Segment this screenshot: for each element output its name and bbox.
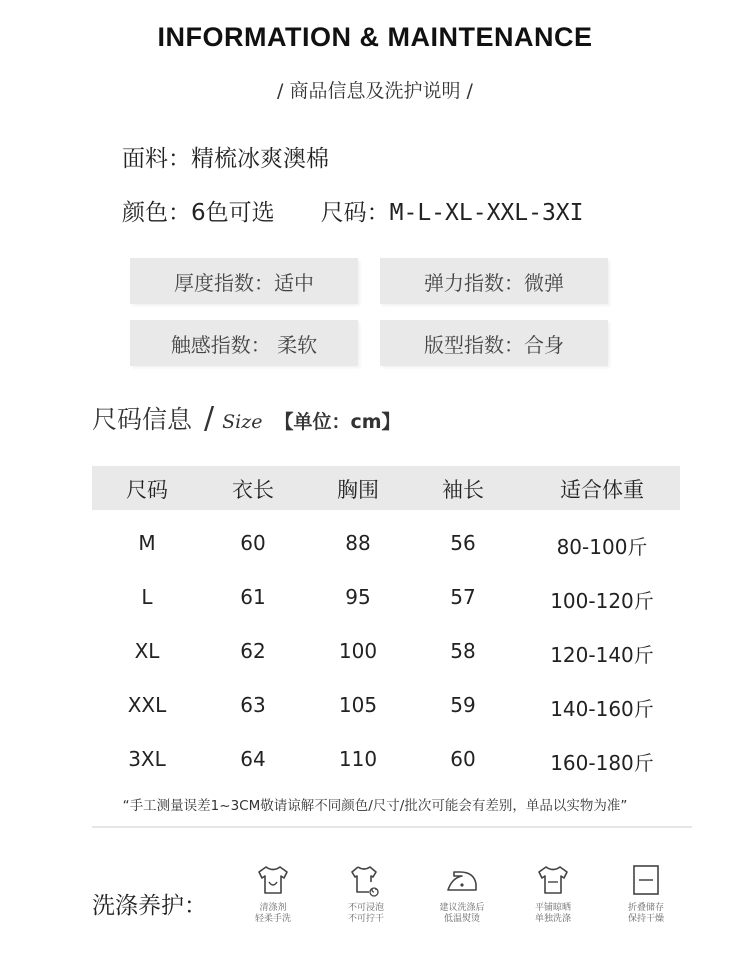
table-cell: 120-140斤	[550, 643, 654, 667]
care-text-line: 不可拧干	[347, 914, 384, 924]
size-heading-unit: 【单位：cm】	[274, 411, 401, 433]
size-info-label: 尺码：	[320, 200, 390, 226]
divider	[92, 826, 692, 828]
fold-storage-icon	[628, 862, 664, 898]
size-heading-main: 尺码信息	[92, 405, 193, 434]
care-item	[422, 862, 502, 925]
table-cell: 64	[240, 747, 266, 771]
table-header-cell: 胸围	[337, 478, 379, 502]
care-text	[606, 903, 686, 925]
table-cell: 57	[450, 585, 476, 609]
care-text-line: 低温熨烫	[443, 914, 480, 924]
measurement-note: “手工测量误差1~3CM敬请谅解不同颜色/尺寸/批次可能会有差别，单品以实物为准”	[122, 798, 628, 814]
table-header-cell: 袖长	[442, 478, 484, 502]
size-heading-en: Size	[222, 411, 263, 433]
care-text	[513, 903, 593, 925]
iron-icon	[444, 862, 480, 898]
table-cell: 160-180斤	[550, 751, 654, 775]
shirt-flat-dry-icon	[535, 862, 571, 898]
fabric-info: 面料：精梳冰爽澳棉	[122, 146, 329, 172]
page-subtitle: / 商品信息及洗护说明 /	[277, 80, 473, 102]
table-cell: 60	[240, 531, 266, 555]
table-cell: 56	[450, 531, 476, 555]
page-title: INFORMATION & MAINTENANCE	[157, 22, 593, 52]
table-cell: M	[138, 531, 156, 555]
table-cell: 58	[450, 639, 476, 663]
table-cell: 60	[450, 747, 476, 771]
care-item	[606, 862, 686, 925]
table-cell: 62	[240, 639, 266, 663]
table-cell: XL	[134, 639, 160, 663]
care-text-line: 不可浸泡	[347, 903, 384, 913]
table-cell: 100	[338, 639, 378, 663]
table-cell: 80-100斤	[556, 535, 648, 559]
table-cell: 59	[450, 693, 476, 717]
fit-index: 版型指数：合身	[380, 320, 608, 366]
table-cell: 110	[338, 747, 378, 771]
care-text-line: 清涤剂	[259, 903, 287, 913]
care-item	[326, 862, 406, 925]
care-text-line: 单独洗涤	[534, 914, 571, 924]
care-text-line: 折叠储存	[627, 903, 664, 913]
table-header-cell: 适合体重	[560, 478, 644, 502]
table-cell: 61	[240, 585, 266, 609]
care-text	[233, 903, 313, 925]
table-cell: 3XL	[128, 747, 166, 771]
size-info-value: M-L-XL-XXL-3XI	[389, 200, 584, 226]
care-text	[326, 903, 406, 925]
size-info	[321, 194, 584, 227]
care-item	[233, 862, 313, 925]
size-heading-slash: /	[204, 401, 215, 436]
table-cell: L	[141, 585, 153, 609]
table-cell: 63	[240, 693, 266, 717]
shirt-detergent-icon	[255, 862, 291, 898]
table-header-cell: 尺码	[126, 478, 168, 502]
care-text-line: 保持干燥	[627, 914, 664, 924]
table-cell: 95	[345, 585, 371, 609]
size-heading	[92, 400, 401, 436]
table-header-cell: 衣长	[232, 478, 274, 502]
softness-index: 触感指数： 柔软	[130, 320, 358, 366]
table-cell: 140-160斤	[550, 697, 654, 721]
elasticity-index: 弹力指数：微弹	[380, 258, 608, 304]
table-cell: 105	[338, 693, 378, 717]
table-cell: 100-120斤	[550, 589, 654, 613]
care-item	[513, 862, 593, 925]
color-info: 颜色：6色可选	[122, 200, 275, 226]
care-label: 洗涤养护：	[92, 893, 207, 919]
care-text	[422, 903, 502, 925]
table-cell: XXL	[127, 693, 167, 717]
care-text-line: 建议洗涤后	[439, 903, 485, 913]
thickness-index: 厚度指数：适中	[130, 258, 358, 304]
table-cell: 88	[345, 531, 371, 555]
care-text-line: 平铺晾晒	[534, 903, 571, 913]
shirt-no-soak-icon	[348, 862, 384, 898]
care-text-line: 轻柔手洗	[254, 914, 291, 924]
color-size-info	[122, 194, 584, 227]
